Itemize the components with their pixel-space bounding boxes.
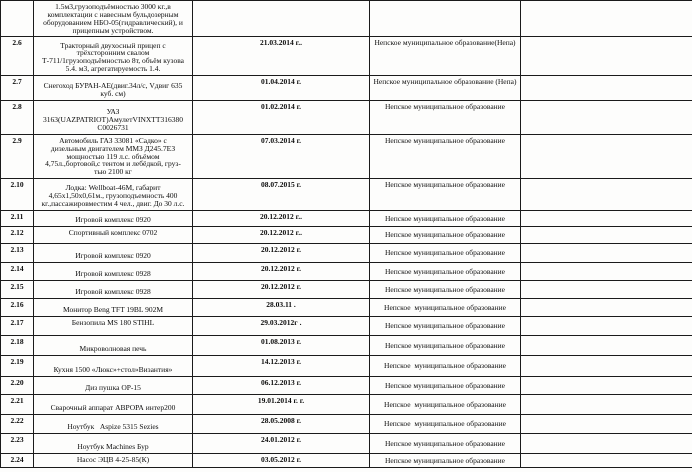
table-row [1, 317, 692, 336]
organization-cell: Непское муниципальное образование [370, 244, 521, 263]
organization-cell: Непское муниципальное образование [370, 377, 521, 395]
organization-cell: Непское муниципальное образование [370, 336, 521, 356]
organization-cell: Непское муниципальное образование [370, 356, 521, 377]
date-cell: 19.01.2014 г. г. [193, 395, 370, 415]
empty-cell [521, 356, 692, 377]
empty-cell [521, 415, 692, 434]
empty-cell [521, 281, 692, 299]
organization-cell: Непское муниципальное образование [370, 454, 521, 468]
date-cell: 20.12.2012 г. [193, 281, 370, 299]
empty-cell [521, 101, 692, 135]
date-cell: 14.12.2013 г. [193, 356, 370, 377]
description-cell: Автомобиль ГАЗ 33081 «Садко» с дизельным двигателем ММЗ Д245.7ЕЗ мощностью 119 л.с. объёмом 4,75л.,бортовой,с тентом и лебёдкой, груз-тью 2100 кг [34, 135, 193, 179]
description-cell: Кухня 1500 «Люкс»+стол»Византия» [34, 356, 193, 377]
description-cell: Микроволновая печь [34, 336, 193, 356]
empty-cell [521, 434, 692, 454]
description-cell: Сварочный аппарат АВРОРА интер200 [34, 395, 193, 415]
date-cell: 01.04.2014 г. [193, 76, 370, 101]
table-row [1, 37, 692, 76]
empty-cell [521, 299, 692, 317]
date-cell: 01.08.2013 г. [193, 336, 370, 356]
organization-cell [370, 1, 521, 37]
description-cell: Бензопила MS 180 STIHL [34, 317, 193, 336]
description-cell: Монитор Beng TFT 19BL 902M [34, 299, 193, 317]
organization-cell: Непское муниципальное образование (Непа) [370, 76, 521, 101]
date-cell: 28.05.2008 г. [193, 415, 370, 434]
row-number-cell: 2.23 [1, 434, 34, 454]
table-row [1, 299, 692, 317]
empty-cell [521, 336, 692, 356]
description-cell: УАЗ 3163(UAZPATRIOT)АмулетVINXTT316380С0026731 [34, 101, 193, 135]
registry-table-body [1, 1, 692, 468]
empty-cell [521, 454, 692, 468]
date-cell: 20.12.2012 г.. [193, 211, 370, 227]
organization-cell: Непское муниципальное образование [370, 281, 521, 299]
description-cell: Игровой комплекс 0928 [34, 263, 193, 281]
date-cell: 03.05.2012 г. [193, 454, 370, 468]
table-row [1, 101, 692, 135]
date-cell: 21.03.2014 г.. [193, 37, 370, 76]
table-row [1, 415, 692, 434]
row-number-cell: 2.24 [1, 454, 34, 468]
row-number-cell: 2.9 [1, 135, 34, 179]
empty-cell [521, 227, 692, 244]
date-cell: 20.12.2012 г. [193, 244, 370, 263]
description-cell: Лодка: Wellboat-46М, габарит 4,65х1,50х0,61м., грузоподъемность 400 кг.,пассажировместим 4 чел., двиг. До 30 л.с. [34, 179, 193, 211]
row-number-cell: 2.7 [1, 76, 34, 101]
table-row [1, 434, 692, 454]
table-row [1, 135, 692, 179]
date-cell [193, 1, 370, 37]
table-row [1, 356, 692, 377]
description-cell: Ноутбук Machines Бур [34, 434, 193, 454]
empty-cell [521, 211, 692, 227]
row-number-cell: 2.14 [1, 263, 34, 281]
table-row [1, 336, 692, 356]
description-cell: Игровой комплекс 0920 [34, 211, 193, 227]
empty-cell [521, 135, 692, 179]
date-cell: 06.12.2013 г. [193, 377, 370, 395]
organization-cell: Непское муниципальное образование [370, 415, 521, 434]
table-row [1, 211, 692, 227]
empty-cell [521, 179, 692, 211]
table-row [1, 179, 692, 211]
organization-cell: Непское муниципальное образование [370, 434, 521, 454]
date-cell: 20.12.2012 г.. [193, 227, 370, 244]
description-cell: Игровой комплекс 0920 [34, 244, 193, 263]
organization-cell: Непское муниципальное образование [370, 299, 521, 317]
empty-cell [521, 37, 692, 76]
empty-cell [521, 244, 692, 263]
row-number-cell: 2.19 [1, 356, 34, 377]
row-number-cell: 2.22 [1, 415, 34, 434]
empty-cell [521, 317, 692, 336]
row-number-cell: 2.12 [1, 227, 34, 244]
row-number-cell: 2.6 [1, 37, 34, 76]
description-cell: Насос ЭЦВ 4-25-85(К) [34, 454, 193, 468]
table-row [1, 1, 692, 37]
row-number-cell: 2.8 [1, 101, 34, 135]
table-row [1, 227, 692, 244]
row-number-cell: 2.13 [1, 244, 34, 263]
table-row [1, 377, 692, 395]
organization-cell: Непское муниципальное образование [370, 317, 521, 336]
table-row [1, 244, 692, 263]
empty-cell [521, 395, 692, 415]
row-number-cell [1, 1, 34, 37]
date-cell: 24.01.2012 г. [193, 434, 370, 454]
empty-cell [521, 1, 692, 37]
description-cell: Снегоход БУРАН-АЕ(двиг.34л/с, Vдвиг 635 куб. см) [34, 76, 193, 101]
empty-cell [521, 263, 692, 281]
empty-cell [521, 377, 692, 395]
row-number-cell: 2.16 [1, 299, 34, 317]
row-number-cell: 2.11 [1, 211, 34, 227]
description-cell: Игровой комплекс 0928 [34, 281, 193, 299]
organization-cell: Непское муниципальное образование [370, 211, 521, 227]
date-cell: 20.12.2012 г. [193, 263, 370, 281]
empty-cell [521, 76, 692, 101]
description-cell: Тракторный двухосный прицеп с трёхсторонним свалом Т-711/1грузоподъёмностью 8т, объём кузова 5.4. м3, агрегатируемость 1.4. [34, 37, 193, 76]
date-cell: 01.02.2014 г. [193, 101, 370, 135]
row-number-cell: 2.20 [1, 377, 34, 395]
row-number-cell: 2.18 [1, 336, 34, 356]
organization-cell: Непское муниципальное образование [370, 179, 521, 211]
description-cell: 1.5м3,грузоподъёмностью 3000 кг.,в комплектации с навесным бульдозерным оборудованием НБО-05(гидравлический), и прицепным устройством. [34, 1, 193, 37]
organization-cell: Непское муниципальное образование [370, 135, 521, 179]
table-row [1, 263, 692, 281]
date-cell: 07.03.2014 г. [193, 135, 370, 179]
date-cell: 08.07.2015 г. [193, 179, 370, 211]
date-cell: 28.03.11 . [193, 299, 370, 317]
organization-cell: Непское муниципальное образование [370, 263, 521, 281]
description-cell: Ноутбук Aspize 5315 Sezies [34, 415, 193, 434]
row-number-cell: 2.21 [1, 395, 34, 415]
row-number-cell: 2.10 [1, 179, 34, 211]
organization-cell: Непское муниципальное образование [370, 227, 521, 244]
table-row [1, 281, 692, 299]
organization-cell: Непское муниципальное образование [370, 101, 521, 135]
row-number-cell: 2.17 [1, 317, 34, 336]
table-row [1, 395, 692, 415]
description-cell: Спортивный комплекс 0702 [34, 227, 193, 244]
date-cell: 29.03.2012г . [193, 317, 370, 336]
table-row [1, 454, 692, 468]
row-number-cell: 2.15 [1, 281, 34, 299]
organization-cell: Непское муниципальное образование [370, 395, 521, 415]
table-row [1, 76, 692, 101]
organization-cell: Непское муниципальное образование(Непа) [370, 37, 521, 76]
description-cell: Диз пушка ОР-15 [34, 377, 193, 395]
